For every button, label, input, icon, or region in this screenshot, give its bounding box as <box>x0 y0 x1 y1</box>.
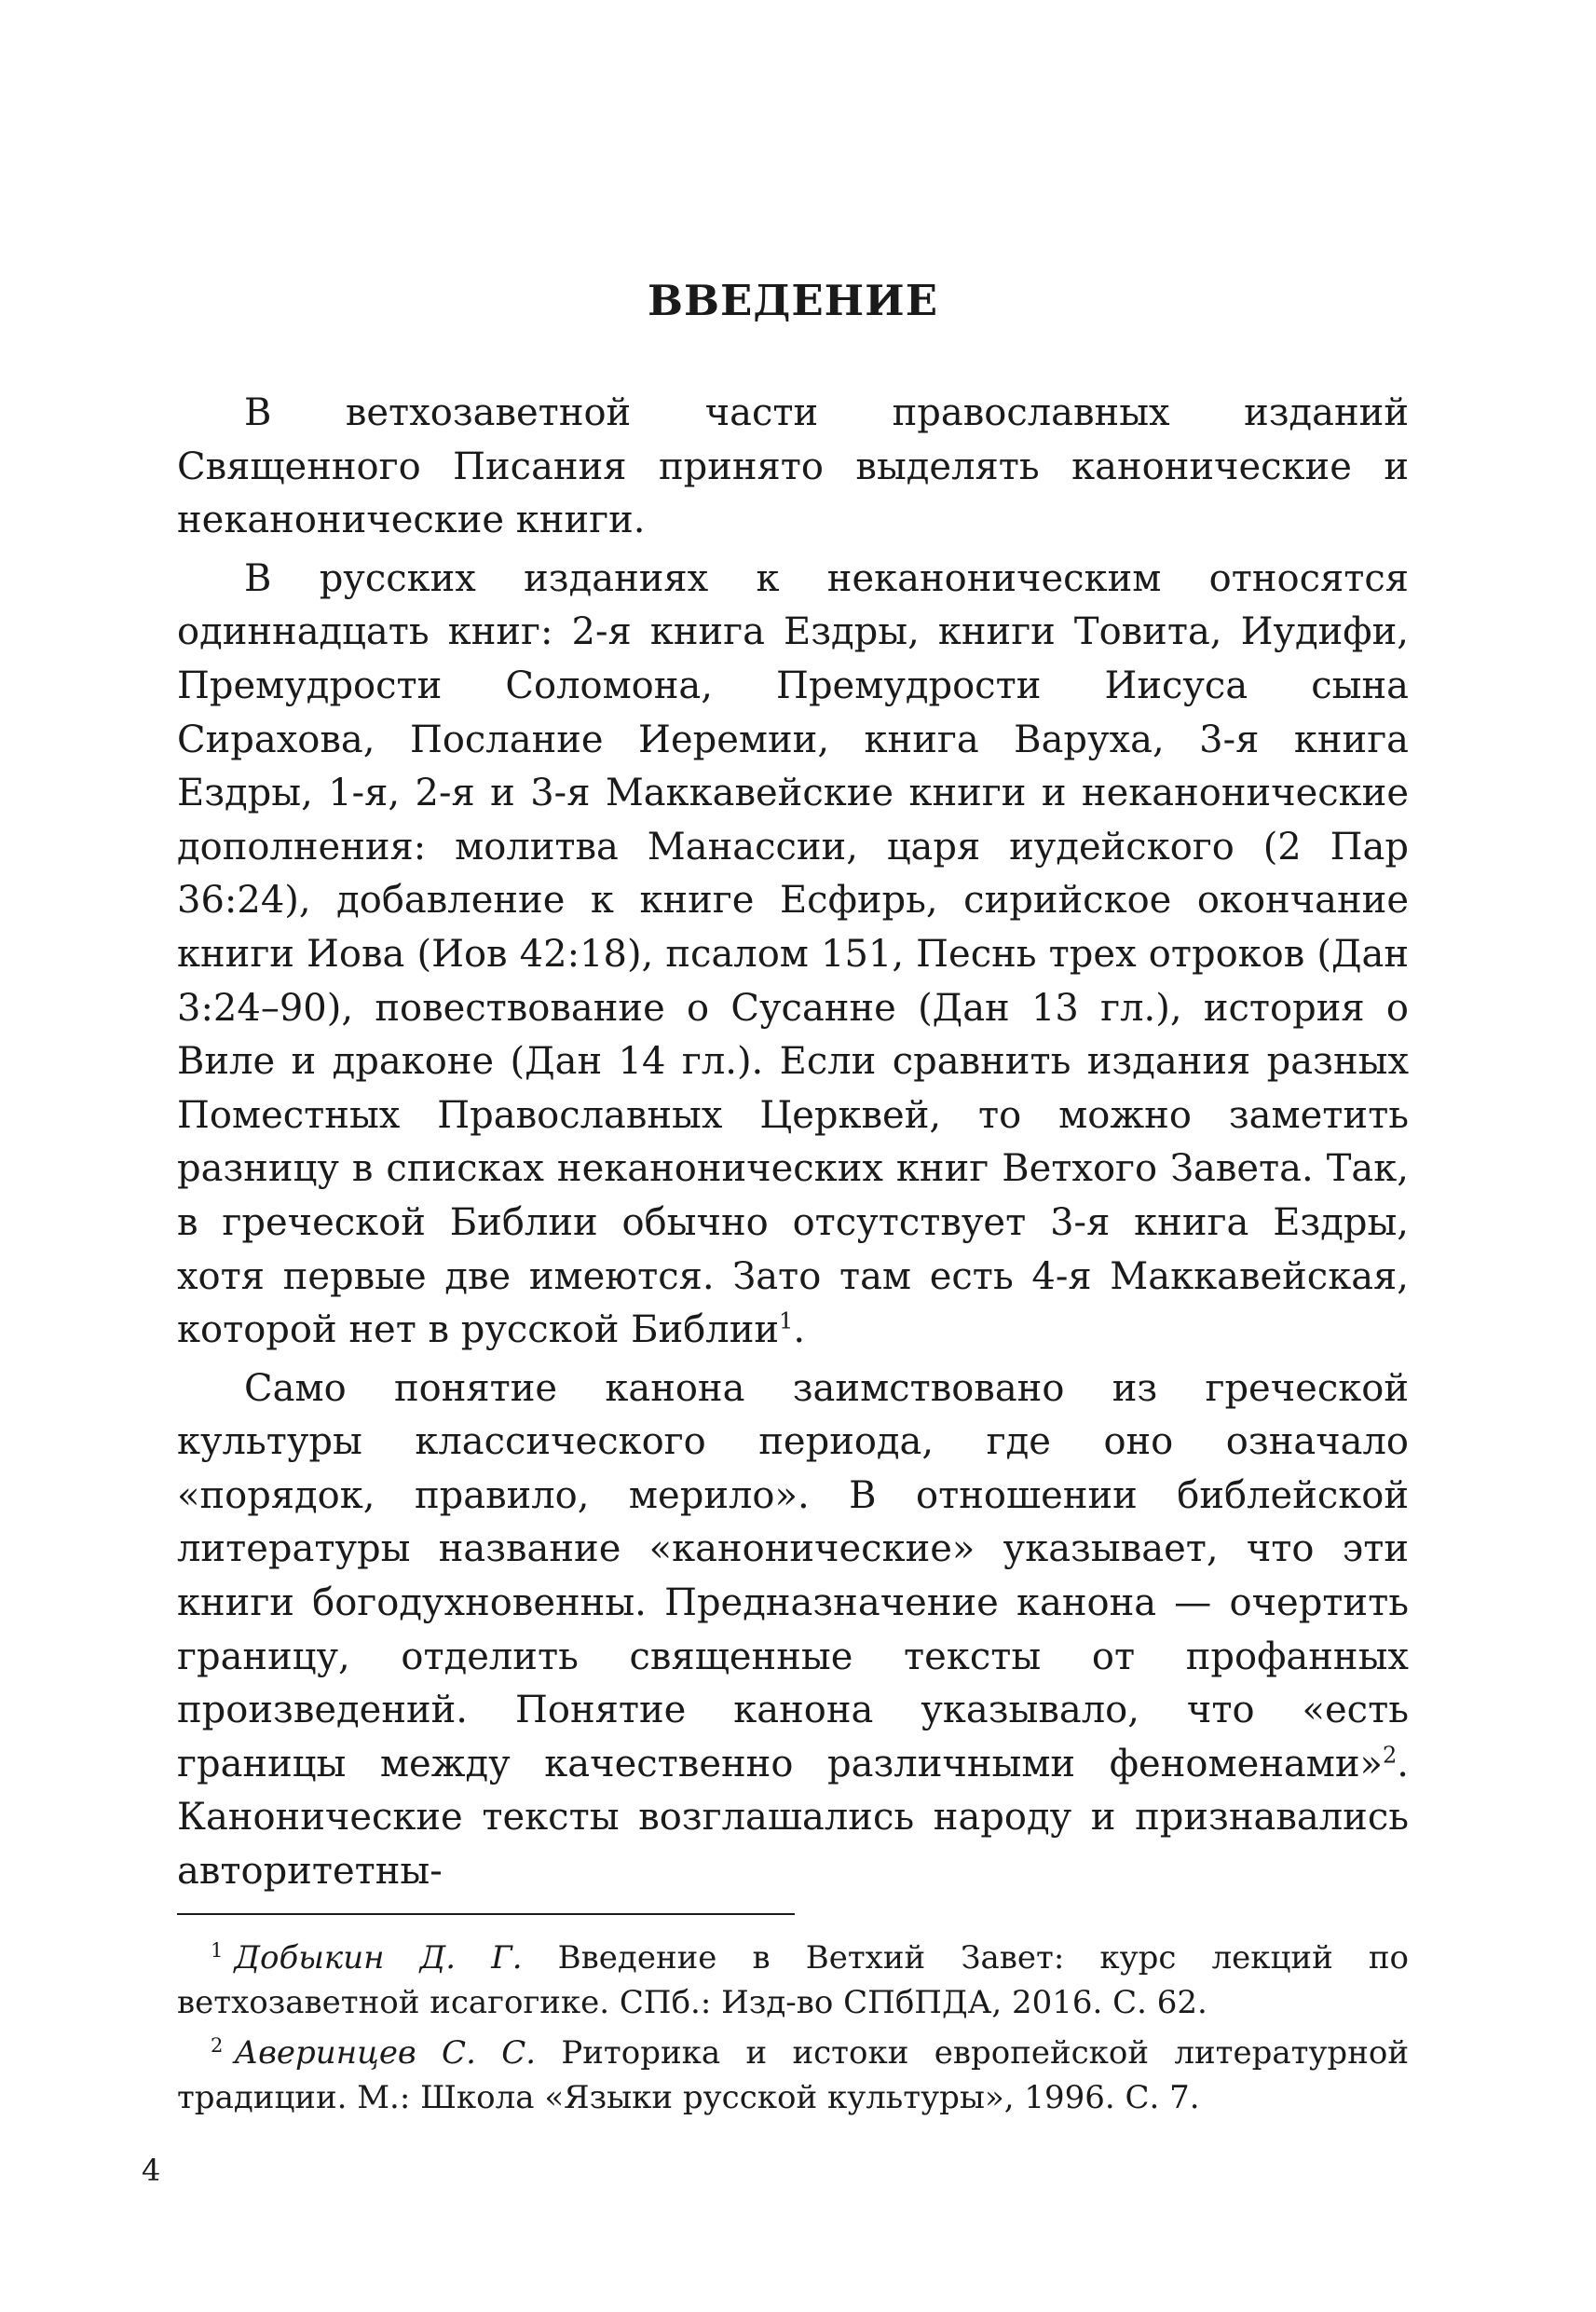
paragraph-3 <box>177 1362 1409 1899</box>
page-number: 4 <box>142 2153 161 2188</box>
paragraph-text: В ветхозаветной части православных изданий Священного Писания принято выделять канонические и неканонические книги. <box>177 391 1409 542</box>
footnote-mark: 2 <box>211 2033 224 2057</box>
footnote-mark: 1 <box>211 1938 224 1962</box>
page-title: ВВЕДЕНИЕ <box>647 276 938 325</box>
footnote-1 <box>177 1936 1409 2025</box>
footnotes <box>177 1936 1409 2126</box>
footnote-reference-2[interactable]: 2 <box>1383 1742 1398 1769</box>
footnote-text: Риторика и истоки европейской литературной традиции. М.: Школа «Языки русской культуры», 1996. С. 7. <box>177 2034 1409 2116</box>
footnote-2 <box>177 2031 1409 2120</box>
footnote-author: Аверинцев С. С. <box>234 2034 537 2072</box>
paragraph-text: В русских изданиях к неканоническим относятся одиннадцать книг: 2-я книга Ездры, книги Товита, Иудифи, Премудрости Соломона, Премудрости Иисуса сына Сирахова, Послание Иеремии, книга Варуха, 3-я книга Ездры, 1-я, 2-я и 3-я Маккавейские книги и неканонические дополнения: молитва Манассии, царя иудейского (2 Пар 36:24), добавление к книге Есфирь, сирийское окончание книги Иова (Иов 42:18), псалом 151, Песнь трех отроков (Дан 3:24–90), повествование о Сусанне (Дан 13 гл.), история о Виле и драконе (Дан 14 гл.). Если сравнить издания разных Поместных Православных Церквей, то можно заметить разницу в списках неканонических книг Ветхого Завета. Так, в греческой Библии обычно отсутствует 3-я книга Ездры, хотя первые две имеются. Зато там есть 4-я Маккавейская, которой нет в русской Библии <box>177 556 1409 1352</box>
footnote-reference-1[interactable]: 1 <box>779 1307 794 1334</box>
paragraph-2 <box>177 553 1409 1358</box>
footnote-divider <box>177 1913 795 1915</box>
paragraph-tail: . Канонические тексты возглашались народу и признавались авторитетны- <box>177 1742 1409 1894</box>
main-text <box>177 387 1409 1899</box>
paragraph-text: Само понятие канона заимствовано из греческой культуры классического периода, где оно означало «порядок, правило, мерило». В отношении библейской литературы название «канонические» указывает, что эти книги богодухновенны. Предназначение канона — очертить границу, отделить священные тексты от профанных произведений. Понятие канона указывало, что «есть границы между качественно различными феноменами» <box>177 1366 1409 1785</box>
paragraph-tail: . <box>793 1308 806 1352</box>
footnote-author: Добыкин Д. Г. <box>234 1939 523 1977</box>
footnote-text: Введение в Ветхий Завет: курс лекций по ветхозаветной исагогике. СПб.: Изд-во СПбПДА, 2016. С. 62. <box>177 1939 1409 2021</box>
paragraph-1 <box>177 387 1409 548</box>
